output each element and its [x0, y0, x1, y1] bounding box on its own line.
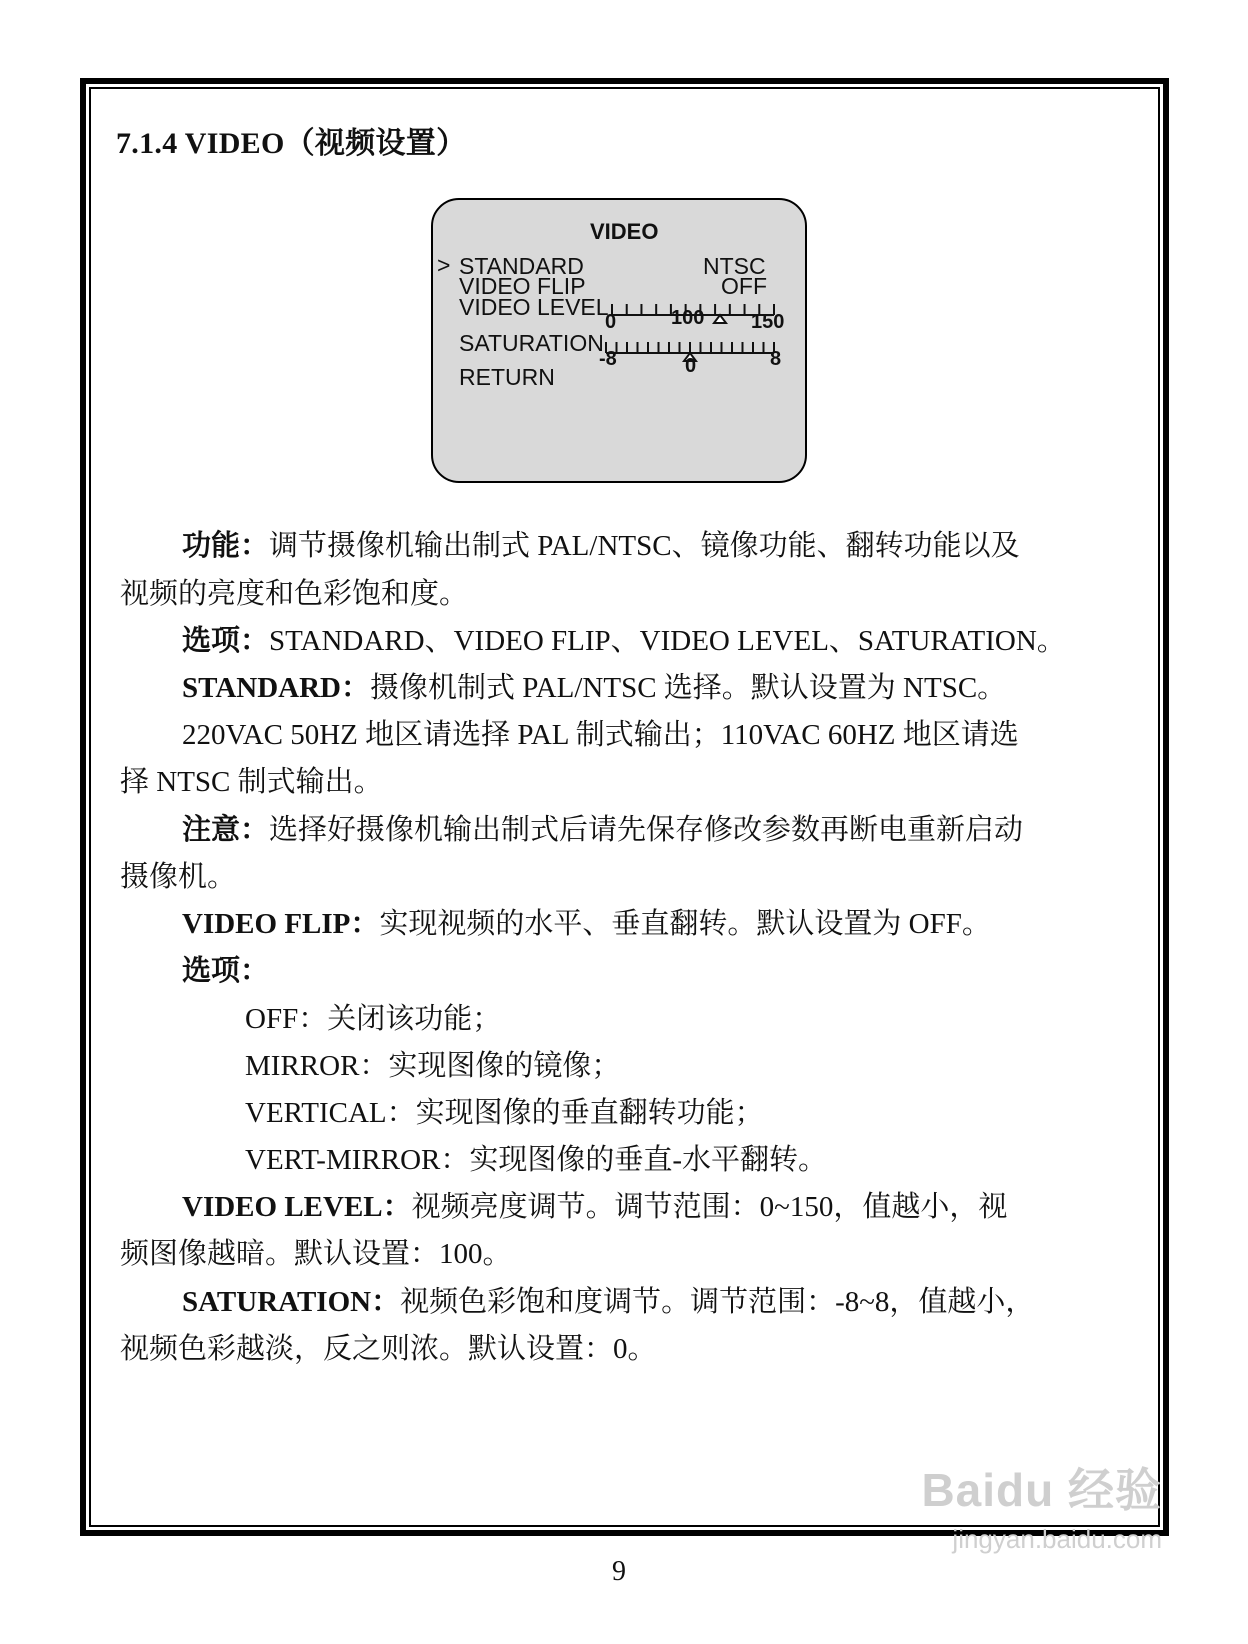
saturation-text-1: 视频色彩饱和度调节。调节范围：-8~8，值越小， — [400, 1286, 1035, 1318]
standard-label: STANDARD： — [182, 672, 370, 704]
flip-option-vert-mirror: VERT-MIRROR：实现图像的垂直-水平翻转。 — [245, 1144, 828, 1176]
osd-value-standard: NTSC — [703, 253, 766, 279]
function-text-1: 调节摄像机输出制式 PAL/NTSC、镜像功能、翻转功能以及 — [269, 530, 1020, 562]
standard-paragraph — [182, 671, 1006, 705]
flip-option-vertical: VERTICAL：实现图像的垂直翻转功能； — [245, 1097, 764, 1129]
osd-item-video-flip[interactable]: VIDEO FLIP — [459, 273, 586, 299]
osd-title: VIDEO — [590, 219, 659, 244]
saturation-paragraph — [182, 1285, 1034, 1319]
video-level-marker — [714, 315, 726, 323]
note-label: 注意： — [182, 814, 270, 846]
region-text-1: 220VAC 50HZ 地区请选择 PAL 制式输出；110VAC 60HZ 地区请选 — [182, 719, 1019, 751]
flip-text: 实现视频的水平、垂直翻转。默认设置为 OFF。 — [379, 908, 991, 940]
section-heading: 7.1.4 VIDEO（视频设置） — [116, 127, 467, 160]
flip-option-off: OFF：关闭该功能； — [245, 1003, 502, 1035]
osd-menu — [431, 198, 807, 483]
function-text-2: 视频的亮度和色彩饱和度。 — [120, 578, 469, 610]
function-paragraph — [182, 529, 1020, 563]
osd-item-saturation[interactable]: SATURATION — [459, 330, 604, 356]
osd-item-standard[interactable]: STANDARD — [459, 253, 584, 279]
function-label: 功能： — [182, 530, 270, 562]
saturation-label: SATURATION： — [182, 1286, 401, 1318]
flip-paragraph — [182, 907, 991, 941]
note-text-2: 摄像机。 — [120, 861, 237, 893]
osd-item-return[interactable]: RETURN — [459, 364, 555, 390]
watermark — [921, 1454, 1162, 1554]
flip-options-label: 选项： — [182, 955, 270, 987]
region-text-2: 择 NTSC 制式输出。 — [120, 766, 383, 798]
level-label: VIDEO LEVEL： — [182, 1191, 412, 1223]
options-paragraph — [182, 624, 1066, 658]
saturation-text-2: 视频色彩越淡，反之则浓。默认设置：0。 — [120, 1333, 657, 1365]
saturation-min: -8 — [599, 348, 617, 370]
osd-item-video-level[interactable]: VIDEO LEVEL — [459, 294, 609, 320]
video-level-mid: 100 — [671, 307, 705, 329]
watermark-url: jingyan.baidu.com — [952, 1524, 1162, 1554]
saturation-max: 8 — [770, 348, 782, 370]
flip-option-mirror: MIRROR：实现图像的镜像； — [245, 1050, 621, 1082]
watermark-logo: Baidu 经验 — [921, 1464, 1162, 1516]
level-text-2: 频图像越暗。默认设置：100。 — [120, 1238, 512, 1270]
options-label: 选项： — [182, 625, 270, 657]
osd-cursor: > — [437, 252, 451, 278]
osd-value-video-flip: OFF — [721, 273, 767, 299]
saturation-mid: 0 — [685, 355, 697, 377]
video-level-min: 0 — [605, 311, 617, 333]
options-text: STANDARD、VIDEO FLIP、VIDEO LEVEL、SATURATION。 — [269, 625, 1066, 657]
standard-text: 摄像机制式 PAL/NTSC 选择。默认设置为 NTSC。 — [369, 672, 1007, 704]
level-text-1: 视频亮度调节。调节范围：0~150，值越小，视 — [411, 1191, 1008, 1223]
video-level-max: 150 — [751, 311, 785, 333]
level-paragraph — [182, 1190, 1007, 1224]
page-number: 9 — [612, 1556, 626, 1587]
note-text-1: 选择好摄像机输出制式后请先保存修改参数再断电重新启动 — [269, 814, 1024, 846]
flip-label: VIDEO FLIP： — [182, 908, 380, 940]
note-paragraph — [182, 813, 1023, 847]
